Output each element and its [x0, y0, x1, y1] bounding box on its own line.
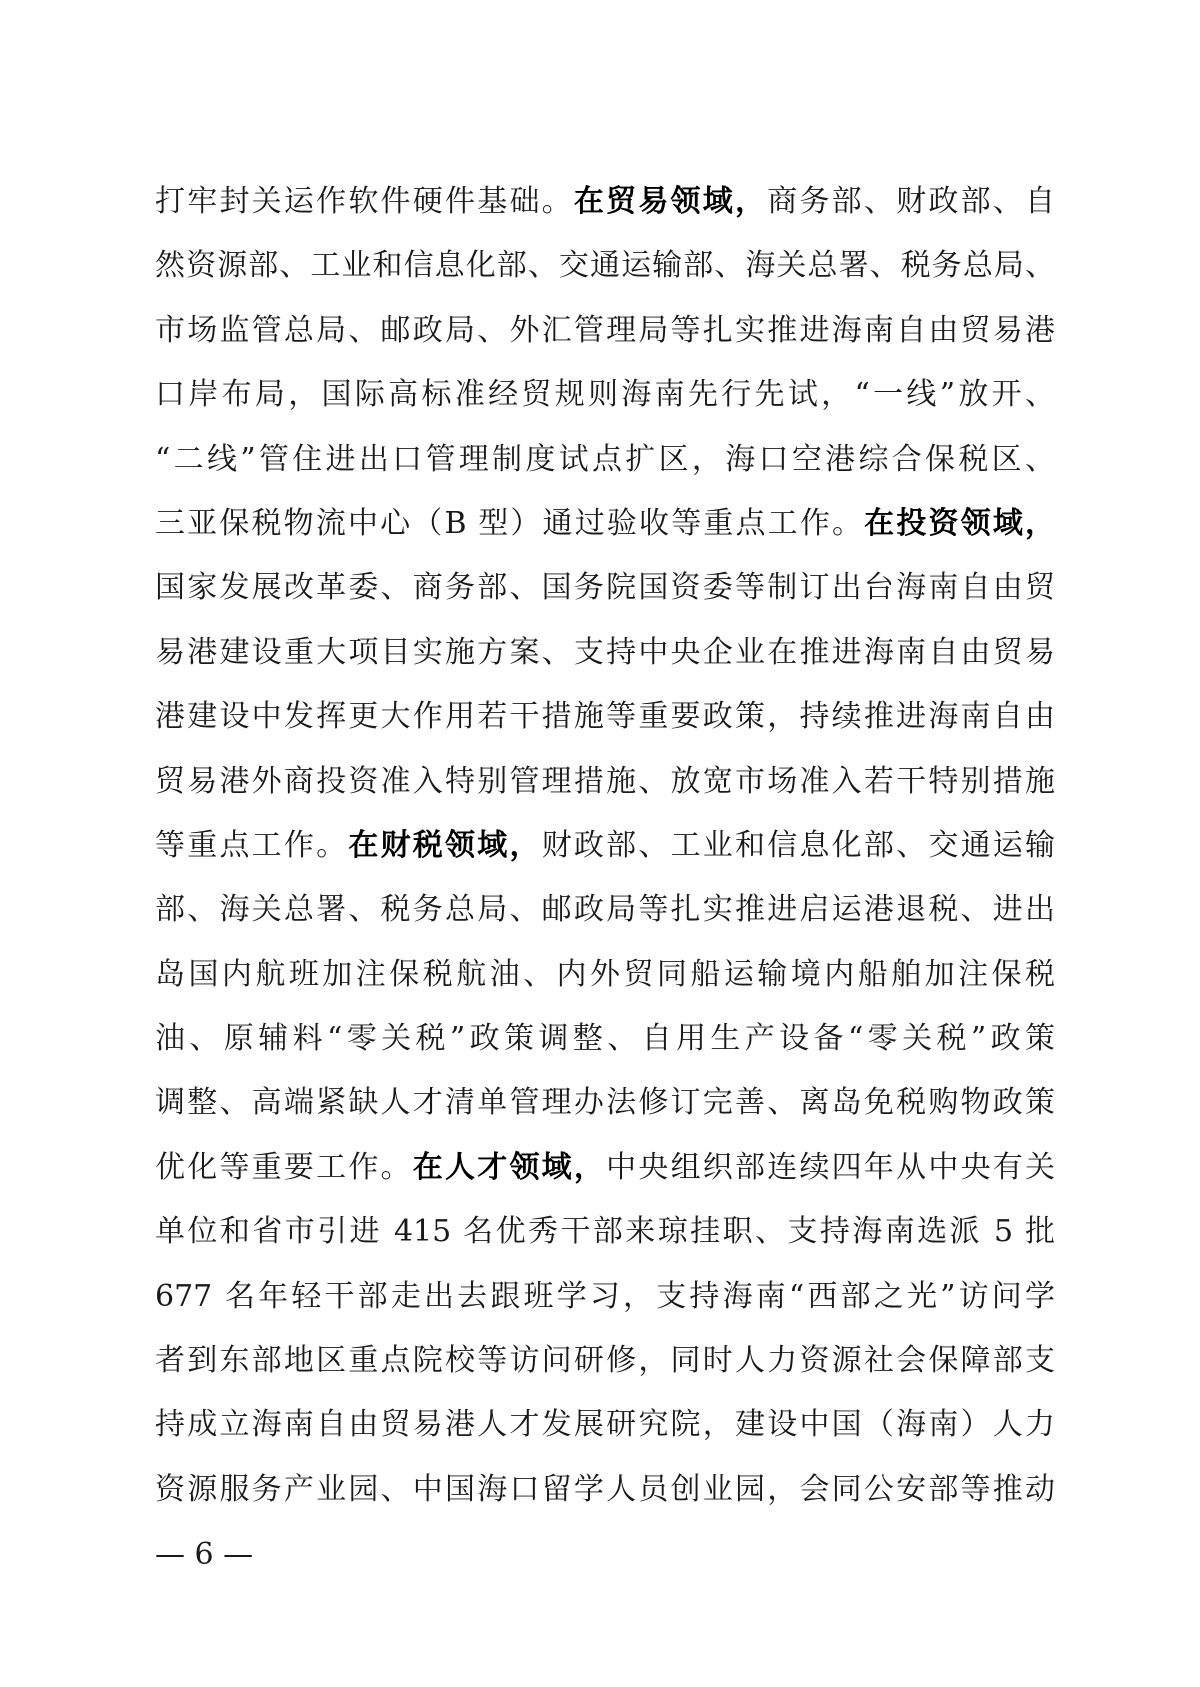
text-run: 打牢封关运作软件硬件基础。 [155, 184, 574, 219]
text-run: 中央组织部连续四年从中央有关 [606, 1149, 1055, 1185]
text-line [155, 750, 1055, 814]
section-heading: 在财税领域， [348, 827, 542, 863]
text-run: 优化等重要工作。 [155, 1149, 413, 1185]
section-heading: 在人才领域， [412, 1149, 607, 1185]
text-run: 市场监管总局、邮政局、外汇管理局等扎实推进海南自由贸易港 [155, 312, 1055, 348]
text-line [155, 1393, 1055, 1457]
text-run: 单位和省市引进 415 名优秀干部来琼挂职、支持海南选派 5 批 [155, 1214, 1055, 1250]
text-line [155, 878, 1055, 942]
text-run: 易港建设重大项目实施方案、支持中央企业在推进海南自由贸易 [155, 634, 1055, 670]
text-line [155, 492, 1055, 556]
text-run: 港建设中发挥更大作用若干措施等重要政策，持续推进海南自由 [155, 699, 1055, 735]
text-line [155, 234, 1055, 298]
text-run: 财政部、工业和信息化部、交通运输 [541, 827, 1055, 863]
text-run: “二线”管住进出口管理制度试点扩区，海口空港综合保税区、 [155, 441, 1055, 477]
text-run: 贸易港外商投资准入特别管理措施、放宽市场准入若干特别措施 [155, 763, 1055, 799]
text-run: 口岸布局，国际高标准经贸规则海南先行先试，“一线”放开、 [155, 377, 1055, 413]
text-run: 油、原辅料“零关税”政策调整、自用生产设备“零关税”政策 [155, 1021, 1055, 1057]
text-line [155, 170, 1055, 234]
section-heading: 在贸易领域， [573, 184, 768, 219]
text-run: 等重点工作。 [155, 827, 349, 863]
text-line [155, 1265, 1055, 1329]
text-line [155, 621, 1055, 685]
page-number: — 6 — [155, 1537, 254, 1572]
text-line [155, 1007, 1055, 1071]
text-line [155, 1458, 1055, 1522]
text-line [155, 685, 1055, 749]
text-run: 677 名年轻干部走出去跟班学习，支持海南“西部之光”访问学 [155, 1278, 1055, 1314]
text-run: 资源服务产业园、中国海口留学人员创业园，会同公安部等推动 [155, 1471, 1055, 1507]
text-run: 三亚保税物流中心（B 型）通过验收等重点工作。 [155, 505, 865, 541]
text-line [155, 814, 1055, 878]
text-run: 部、海关总署、税务总局、邮政局等扎实推进启运港退税、进出 [155, 892, 1055, 928]
text-run: 调整、高端紧缺人才清单管理办法修订完善、离岛免税购物政策 [155, 1085, 1055, 1121]
text-run: 岛国内航班加注保税航油、内外贸同船运输境内船舶加注保税 [155, 956, 1055, 992]
body-paragraph [155, 170, 1055, 1522]
text-run: 持成立海南自由贸易港人才发展研究院，建设中国（海南）人力 [155, 1407, 1055, 1443]
text-run: 然资源部、工业和信息化部、交通运输部、海关总署、税务总局、 [155, 248, 1055, 284]
text-line [155, 943, 1055, 1007]
text-run: 商务部、财政部、自 [767, 184, 1055, 219]
text-line [155, 1071, 1055, 1135]
text-line [155, 299, 1055, 363]
text-line [155, 1329, 1055, 1393]
text-run: 者到东部地区重点院校等访问研修，同时人力资源社会保障部支 [155, 1343, 1055, 1379]
text-run: 国家发展改革委、商务部、国务院国资委等制订出台海南自由贸 [155, 570, 1055, 606]
text-line [155, 1136, 1055, 1200]
text-line [155, 1200, 1055, 1264]
section-heading: 在投资领域， [864, 505, 1055, 541]
text-line [155, 428, 1055, 492]
text-line [155, 363, 1055, 427]
text-line [155, 556, 1055, 620]
